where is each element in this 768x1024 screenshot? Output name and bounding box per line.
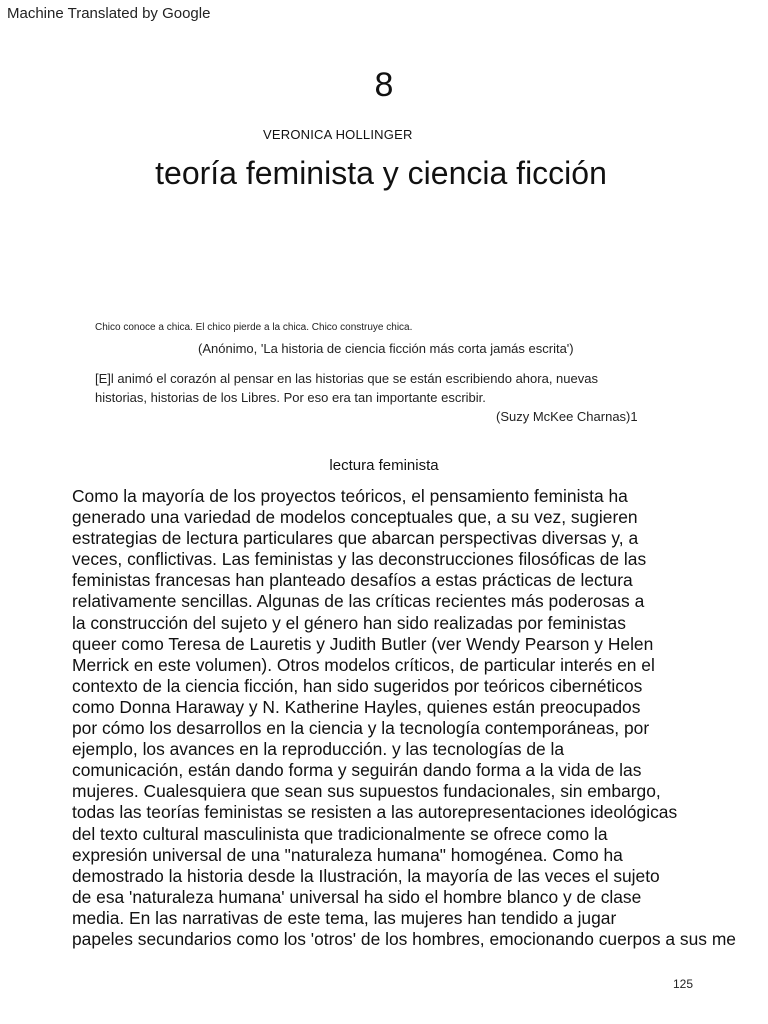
chapter-author: VERONICA HOLLINGER xyxy=(263,127,413,142)
paragraph-line: de esa 'naturaleza humana' universal ha sido el hombre blanco y de clase xyxy=(72,886,642,907)
paragraph-line: queer como Teresa de Lauretis y Judith Butler (ver Wendy Pearson y Helen xyxy=(72,633,654,654)
paragraph-line: feministas francesas han planteado desafíos a estas prácticas de lectura xyxy=(72,570,633,591)
paragraph-line: mujeres. Cualesquiera que sean sus supuestos fundacionales, sin embargo, xyxy=(72,781,661,802)
paragraph-line: papeles secundarios como los 'otros' de los hombres, emocionando cuerpos a sus me xyxy=(72,928,736,949)
body-paragraph xyxy=(72,486,768,950)
paragraph-line: Como la mayoría de los proyectos teóricos, el pensamiento feminista ha xyxy=(72,486,628,506)
paragraph-line: del texto cultural masculinista que tradicionalmente se ofrece como la xyxy=(72,823,608,844)
epigraph-line: [E]l animó el corazón al pensar en las historias que se están escribiendo ahora, nuevas xyxy=(95,371,598,386)
translation-banner: Machine Translated by Google xyxy=(7,5,211,22)
epigraph-source: (Anónimo, 'La historia de ciencia ficción más corta jamás escrita') xyxy=(198,341,574,356)
paragraph-line: comunicación, están dando forma y seguirán dando forma a la vida de las xyxy=(72,760,642,781)
paragraph-line: como Donna Haraway y N. Katherine Hayles, quienes están preocupados xyxy=(72,696,641,717)
paragraph-line: todas las teorías feministas se resisten a las autorepresentaciones ideológicas xyxy=(72,802,678,823)
paragraph-line: ejemplo, los avances en la reproducción. y las tecnologías de la xyxy=(72,739,565,760)
section-heading: lectura feminista xyxy=(329,457,439,474)
paragraph-line: demostrado la historia desde la Ilustración, la mayoría de las veces el sujeto xyxy=(72,865,660,886)
page-number: 125 xyxy=(673,977,694,991)
paragraph-line: media. En las narrativas de este tema, las mujeres han tendido a jugar xyxy=(72,907,617,928)
paragraph-line: expresión universal de una "naturaleza humana" homogénea. Como ha xyxy=(72,844,623,865)
paragraph-line: por cómo los desarrollos en la ciencia y la tecnología contemporáneas, por xyxy=(72,718,650,739)
paragraph-line: contexto de la ciencia ficción, han sido sugeridos por teóricos cibernéticos xyxy=(72,675,643,696)
paragraph-line: relativamente sencillas. Algunas de las críticas recientes más poderosas a xyxy=(72,591,645,612)
paragraph-line: la construcción del sujeto y el género han sido realizadas por feministas xyxy=(72,612,626,633)
paragraph-line: generado una variedad de modelos conceptuales que, a su vez, sugieren xyxy=(72,507,638,528)
chapter-number: 8 xyxy=(374,66,394,104)
epigraph-line: historias, historias de los Libres. Por eso era tan importante escribir. xyxy=(95,390,486,405)
paragraph-line: veces, conflictivas. Las feministas y las deconstrucciones filosóficas de las xyxy=(72,549,647,570)
chapter-title: teoría feminista y ciencia ficción xyxy=(155,155,607,191)
epigraph-quote: Chico conoce a chica. El chico pierde a la chica. Chico construye chica. xyxy=(95,322,413,333)
epigraph-quote xyxy=(95,369,675,407)
epigraph-source: (Suzy McKee Charnas)1 xyxy=(496,409,638,424)
paragraph-line: Merrick en este volumen). Otros modelos críticos, de particular interés en el xyxy=(72,654,655,675)
paragraph-line: estrategias de lectura particulares que abarcan perspectivas diversas y, a xyxy=(72,528,639,549)
